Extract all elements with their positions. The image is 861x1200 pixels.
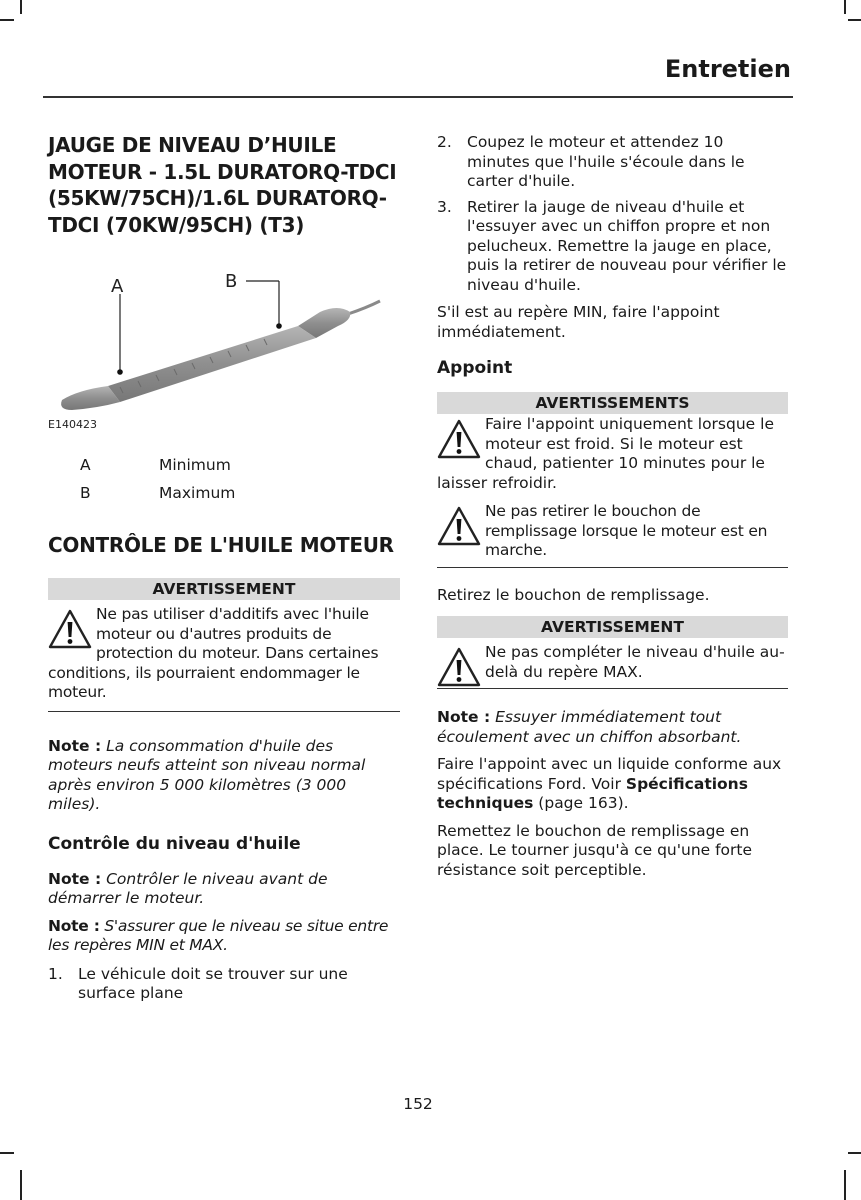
- list-item: [48, 965, 400, 1004]
- warning-text: Faire l'appoint uniquement lorsque le moteur est froid. Si le moteur est chaud, patienter 10 minutes pour le laisser refroidir.: [437, 415, 774, 492]
- warning-triangle-icon: [48, 608, 92, 650]
- subsection-title-topup: Appoint: [437, 358, 513, 378]
- warning-rule: [48, 711, 400, 712]
- crop-mark: [848, 1152, 861, 1154]
- legend-row: [48, 456, 400, 475]
- warning-heading: AVERTISSEMENT: [437, 616, 788, 638]
- note-text: Essuyer immédiatement tout écoulement avec un chiffon absorbant.: [437, 708, 742, 746]
- legend-key: A: [80, 456, 91, 474]
- list-text: Le véhicule doit se trouver sur une surface plane: [78, 964, 348, 1002]
- note-paragraph: [48, 917, 400, 956]
- warning-triangle-icon: [437, 646, 481, 688]
- warning-body: [437, 638, 788, 682]
- figure-code: E140423: [48, 418, 97, 431]
- warning-block: [437, 616, 788, 689]
- note-text: La consommation d'huile des moteurs neufs atteint son niveau normal après environ 5 000 kilomètres (3 000 miles).: [48, 736, 366, 813]
- spec-reference-link[interactable]: Spécifications techniques: [437, 774, 748, 812]
- warning-triangle-icon: [437, 505, 481, 547]
- page-header-title: Entretien: [664, 55, 791, 83]
- note-paragraph: [48, 737, 400, 815]
- warning-rule: [437, 567, 788, 568]
- note-paragraph: [437, 708, 788, 747]
- list-text: Coupez le moteur et attendez 10 minutes que l'huile s'écoule dans le carter d'huile.: [467, 133, 745, 190]
- note-label: Note :: [437, 708, 491, 726]
- warning-triangle-icon: [437, 418, 481, 460]
- note-label: Note :: [48, 736, 102, 755]
- crop-mark: [0, 1152, 14, 1154]
- list-number: 1.: [48, 964, 63, 983]
- list-item: [437, 133, 788, 192]
- warning-body: [48, 600, 400, 703]
- note-label: Note :: [48, 916, 100, 935]
- warning-text: Ne pas retirer le bouchon de remplissage lorsque le moteur est en marche.: [485, 502, 768, 559]
- header-rule: [43, 96, 793, 98]
- callout-a-label: A: [111, 276, 124, 297]
- callout-b-label: B: [225, 271, 238, 292]
- crop-mark: [848, 19, 861, 21]
- warning-text: Ne pas utiliser d'additifs avec l'huile moteur ou d'autres produits de protection du moteur. Dans certaines conditions, ils pourraient endommager le moteur.: [48, 605, 379, 701]
- warning-block: [48, 578, 400, 712]
- body-text: Faire l'appoint avec un liquide conforme aux spécifications Ford. Voir: [437, 755, 782, 793]
- list-number: 3.: [437, 197, 452, 216]
- note-label: Note :: [48, 869, 102, 888]
- legend-key: B: [80, 483, 91, 502]
- warning-body: [437, 493, 788, 561]
- body-paragraph: Remettez le bouchon de remplissage en place. Le tourner jusqu'à ce qu'une forte résistance soit perceptible.: [437, 821, 753, 879]
- page-number: 152: [403, 1095, 433, 1113]
- list-item: [437, 198, 788, 296]
- legend-row: [48, 484, 400, 503]
- section-title-dipstick: JAUGE DE NIVEAU D’HUILE MOTEUR - 1.5L DURATORQ-TDCI (55KW/75CH)/1.6L DURATORQ-TDCI (70KW/95CH) (T3): [48, 133, 397, 237]
- body-paragraph: [437, 755, 788, 814]
- note-text: Contrôler le niveau avant de démarrer le moteur.: [48, 869, 328, 907]
- warning-text: Ne pas compléter le niveau d'huile au-delà du repère MAX.: [485, 643, 785, 681]
- legend-value: Maximum: [159, 483, 236, 502]
- dipstick-illustration: [48, 268, 388, 418]
- crop-mark: [20, 0, 22, 14]
- crop-mark: [844, 0, 846, 14]
- warning-heading: AVERTISSEMENT: [48, 578, 400, 600]
- note-text: S'assurer que le niveau se situe entre les repères MIN et MAX.: [48, 916, 389, 954]
- list-number: 2.: [437, 133, 452, 151]
- warning-block: [437, 392, 788, 568]
- body-paragraph: Retirez le bouchon de remplissage.: [437, 585, 710, 604]
- warning-heading: AVERTISSEMENTS: [437, 392, 788, 414]
- list-text: Retirer la jauge de niveau d'huile et l'essuyer avec un chiffon propre et non pelucheux. Remettre la jauge en place, puis la retirer de nouveau pour vérifier le niveau d'huile.: [467, 197, 787, 294]
- warning-rule: [437, 688, 788, 689]
- body-paragraph: S'il est au repère MIN, faire l'appoint immédiatement.: [437, 303, 720, 341]
- crop-mark: [844, 1170, 846, 1200]
- warning-body: [437, 414, 788, 493]
- dipstick-figure: [48, 268, 388, 440]
- note-paragraph: [48, 870, 400, 909]
- section-title-oil-check: CONTRÔLE DE L'HUILE MOTEUR: [48, 532, 394, 557]
- crop-mark: [20, 1170, 22, 1200]
- crop-mark: [0, 19, 14, 21]
- right-column: [437, 133, 788, 880]
- figure-legend: [48, 456, 400, 503]
- legend-value: Minimum: [159, 456, 231, 474]
- body-text: (page 163).: [533, 794, 629, 812]
- left-column: [48, 132, 400, 1004]
- subsection-title-level-check: Contrôle du niveau d'huile: [48, 833, 301, 854]
